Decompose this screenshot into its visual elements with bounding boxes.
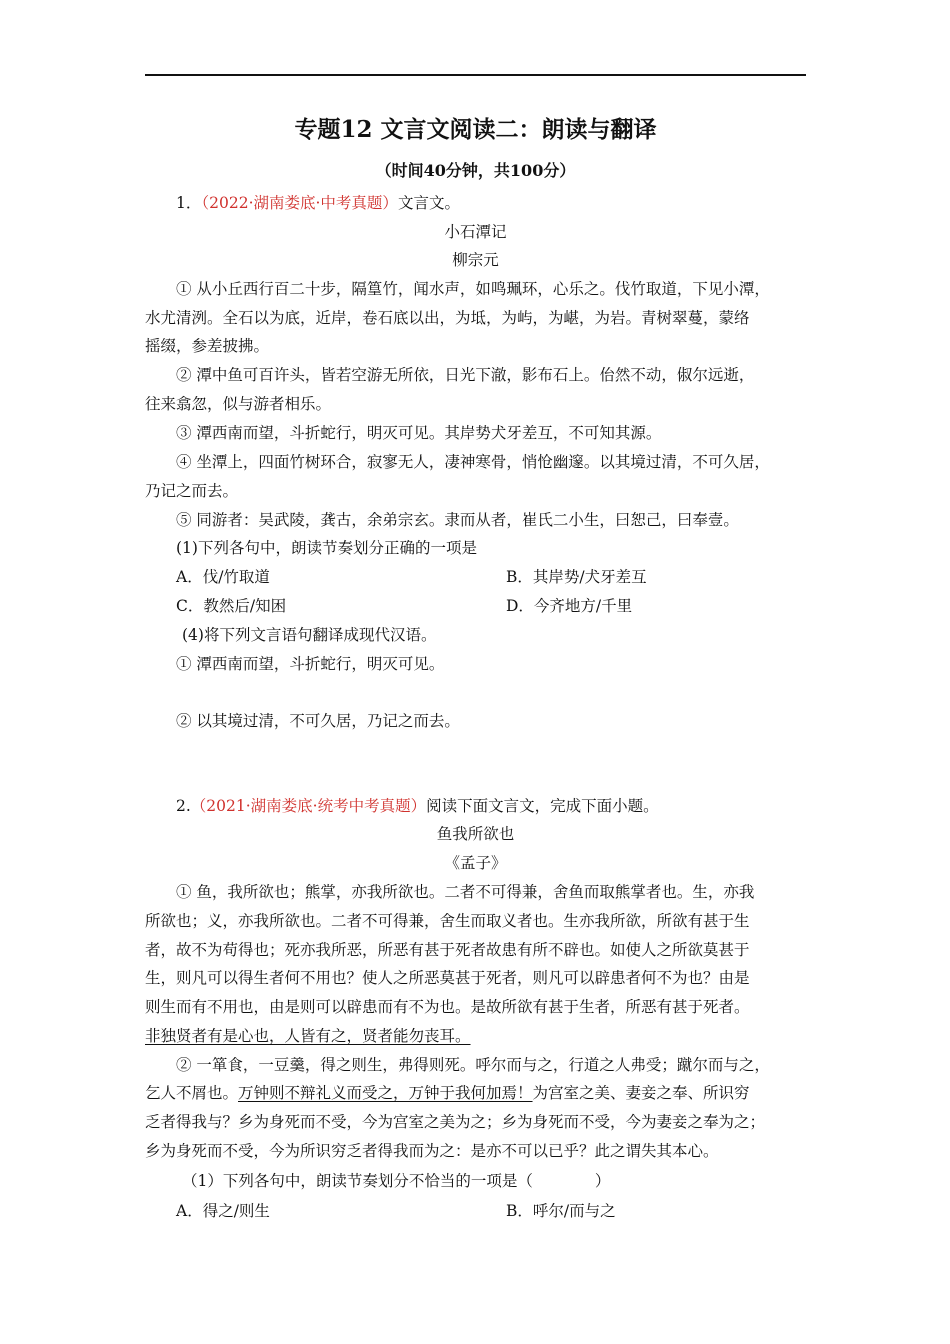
paragraph-line: 往来翕忽，似与游者相乐。 bbox=[145, 395, 332, 413]
underlined-sentence: 非独贤者有是心也，人皆有之，贤者能勿丧耳。 bbox=[145, 1027, 471, 1045]
paragraph-line: ⑤ 同游者：吴武陵，龚古，余弟宗玄。隶而从者，崔氏二小生，曰恕己，曰奉壹。 bbox=[176, 511, 739, 529]
text-segment: 乞人不屑也。 bbox=[145, 1084, 239, 1102]
option-d[interactable]: D．今齐地方/千里 bbox=[506, 597, 633, 615]
passage-author: 《孟子》 bbox=[444, 854, 507, 872]
question-intro: 文言文。 bbox=[397, 194, 460, 212]
option-row bbox=[176, 596, 846, 616]
page-title: 专题12 文言文阅读二：朗读与翻译 bbox=[294, 116, 657, 143]
sub-question: （1）下列各句中，朗读节奏划分不恰当的一项是（ ） bbox=[182, 1172, 611, 1190]
header-rule bbox=[145, 74, 806, 76]
page-subtitle: （时间40分钟，共100分） bbox=[375, 161, 576, 180]
paragraph-line: ④ 坐潭上，四面竹树环合，寂寥无人，凄神寒骨，悄怆幽邃。以其境过清，不可久居， bbox=[176, 453, 770, 471]
sub-question: (4)将下列文言语句翻译成现代汉语。 bbox=[182, 626, 437, 644]
paragraph-line: 所欲也；义，亦我所欲也。二者不可得兼，舍生而取义者也。生亦我所欲，所欲有甚于生 bbox=[145, 912, 750, 930]
option-a[interactable]: A．伐/竹取道 bbox=[176, 568, 270, 586]
option-b[interactable]: B．呼尔/而与之 bbox=[506, 1202, 616, 1220]
paragraph-line: 者，故不为苟得也；死亦我所恶，所恶有甚于死者故患有所不辟也。如使人之所欲莫甚于 bbox=[145, 941, 750, 959]
paragraph-line bbox=[145, 1026, 815, 1046]
underlined-sentence: 万钟则不辩礼义而受之，万钟于我何加焉！ bbox=[238, 1084, 533, 1102]
paragraph-line: ③ 潭西南而望，斗折蛇行，明灭可见。其岸势犬牙差互，不可知其源。 bbox=[176, 424, 662, 442]
paragraph-line: 则生而有不用也，由是则可以辟患而有不为也。是故所欲有甚于生者，所恶有甚于死者。 bbox=[145, 998, 750, 1016]
sub-question: (1)下列各句中，朗读节奏划分正确的一项是 bbox=[176, 539, 477, 557]
translation-item: ② 以其境过清，不可久居，乃记之而去。 bbox=[176, 712, 460, 730]
paragraph-line: 乏者得我与？乡为身死而不受，今为宫室之美为之；乡为身死而不受，今为妻妾之奉为之； bbox=[145, 1113, 766, 1131]
passage-title: 小石潭记 bbox=[444, 223, 507, 241]
paragraph-line: 生，则凡可以得生者何不用也？使人之所恶莫甚于死者，则凡可以辟患者何不为也？由是 bbox=[145, 969, 750, 987]
paragraph-line: ① 从小丘西行百二十步，隔篁竹，闻水声，如鸣珮环，心乐之。伐竹取道，下见小潭， bbox=[176, 280, 770, 298]
paragraph-line: 水尤清洌。全石以为底，近岸，卷石底以出，为坻，为屿，为嵁，为岩。青树翠蔓，蒙络 bbox=[145, 309, 750, 327]
paragraph-line: 摇缀，参差披拂。 bbox=[145, 337, 270, 355]
paragraph-line: ② 潭中鱼可百许头，皆若空游无所依，日光下澈，影布石上。佁然不动，俶尔远逝， bbox=[176, 366, 755, 384]
paragraph-line: ② 一箪食，一豆羹，得之则生，弗得则死。呼尔而与之，行道之人弗受；蹴尔而与之， bbox=[176, 1056, 770, 1074]
question-source: （2022·湖南娄底·中考真题） bbox=[201, 194, 398, 212]
question-intro: 阅读下面文言文，完成下面小题。 bbox=[426, 797, 659, 815]
passage-author: 柳宗元 bbox=[452, 251, 499, 269]
paragraph-line: ① 鱼，我所欲也；熊掌，亦我所欲也。二者不可得兼，舍鱼而取熊掌者也。生，亦我 bbox=[176, 883, 755, 901]
question-source: （2021·湖南娄底·统考中考真题） bbox=[190, 797, 427, 815]
paragraph-line bbox=[145, 1083, 815, 1103]
text-segment: 为宫室之美、妻妾之奉、所识穷 bbox=[532, 1084, 750, 1102]
passage-title: 鱼我所欲也 bbox=[436, 825, 515, 843]
option-b[interactable]: B．其岸势/犬牙差互 bbox=[506, 568, 647, 586]
question-2-header bbox=[176, 796, 846, 816]
question-number: 1． bbox=[176, 194, 202, 212]
question-1-header bbox=[176, 193, 846, 213]
question-number: 2. bbox=[176, 797, 191, 815]
paragraph-line: 乃记之而去。 bbox=[145, 482, 239, 500]
option-a[interactable]: A．得之/则生 bbox=[176, 1202, 270, 1220]
translation-item: ① 潭西南而望，斗折蛇行，明灭可见。 bbox=[176, 655, 445, 673]
option-row bbox=[176, 567, 846, 587]
option-row bbox=[176, 1201, 846, 1221]
option-c[interactable]: C．教然后/知困 bbox=[176, 597, 287, 615]
paragraph-line: 乡为身死而不受，今为所识穷乏者得我而为之：是亦不可以已乎？此之谓失其本心。 bbox=[145, 1142, 719, 1160]
